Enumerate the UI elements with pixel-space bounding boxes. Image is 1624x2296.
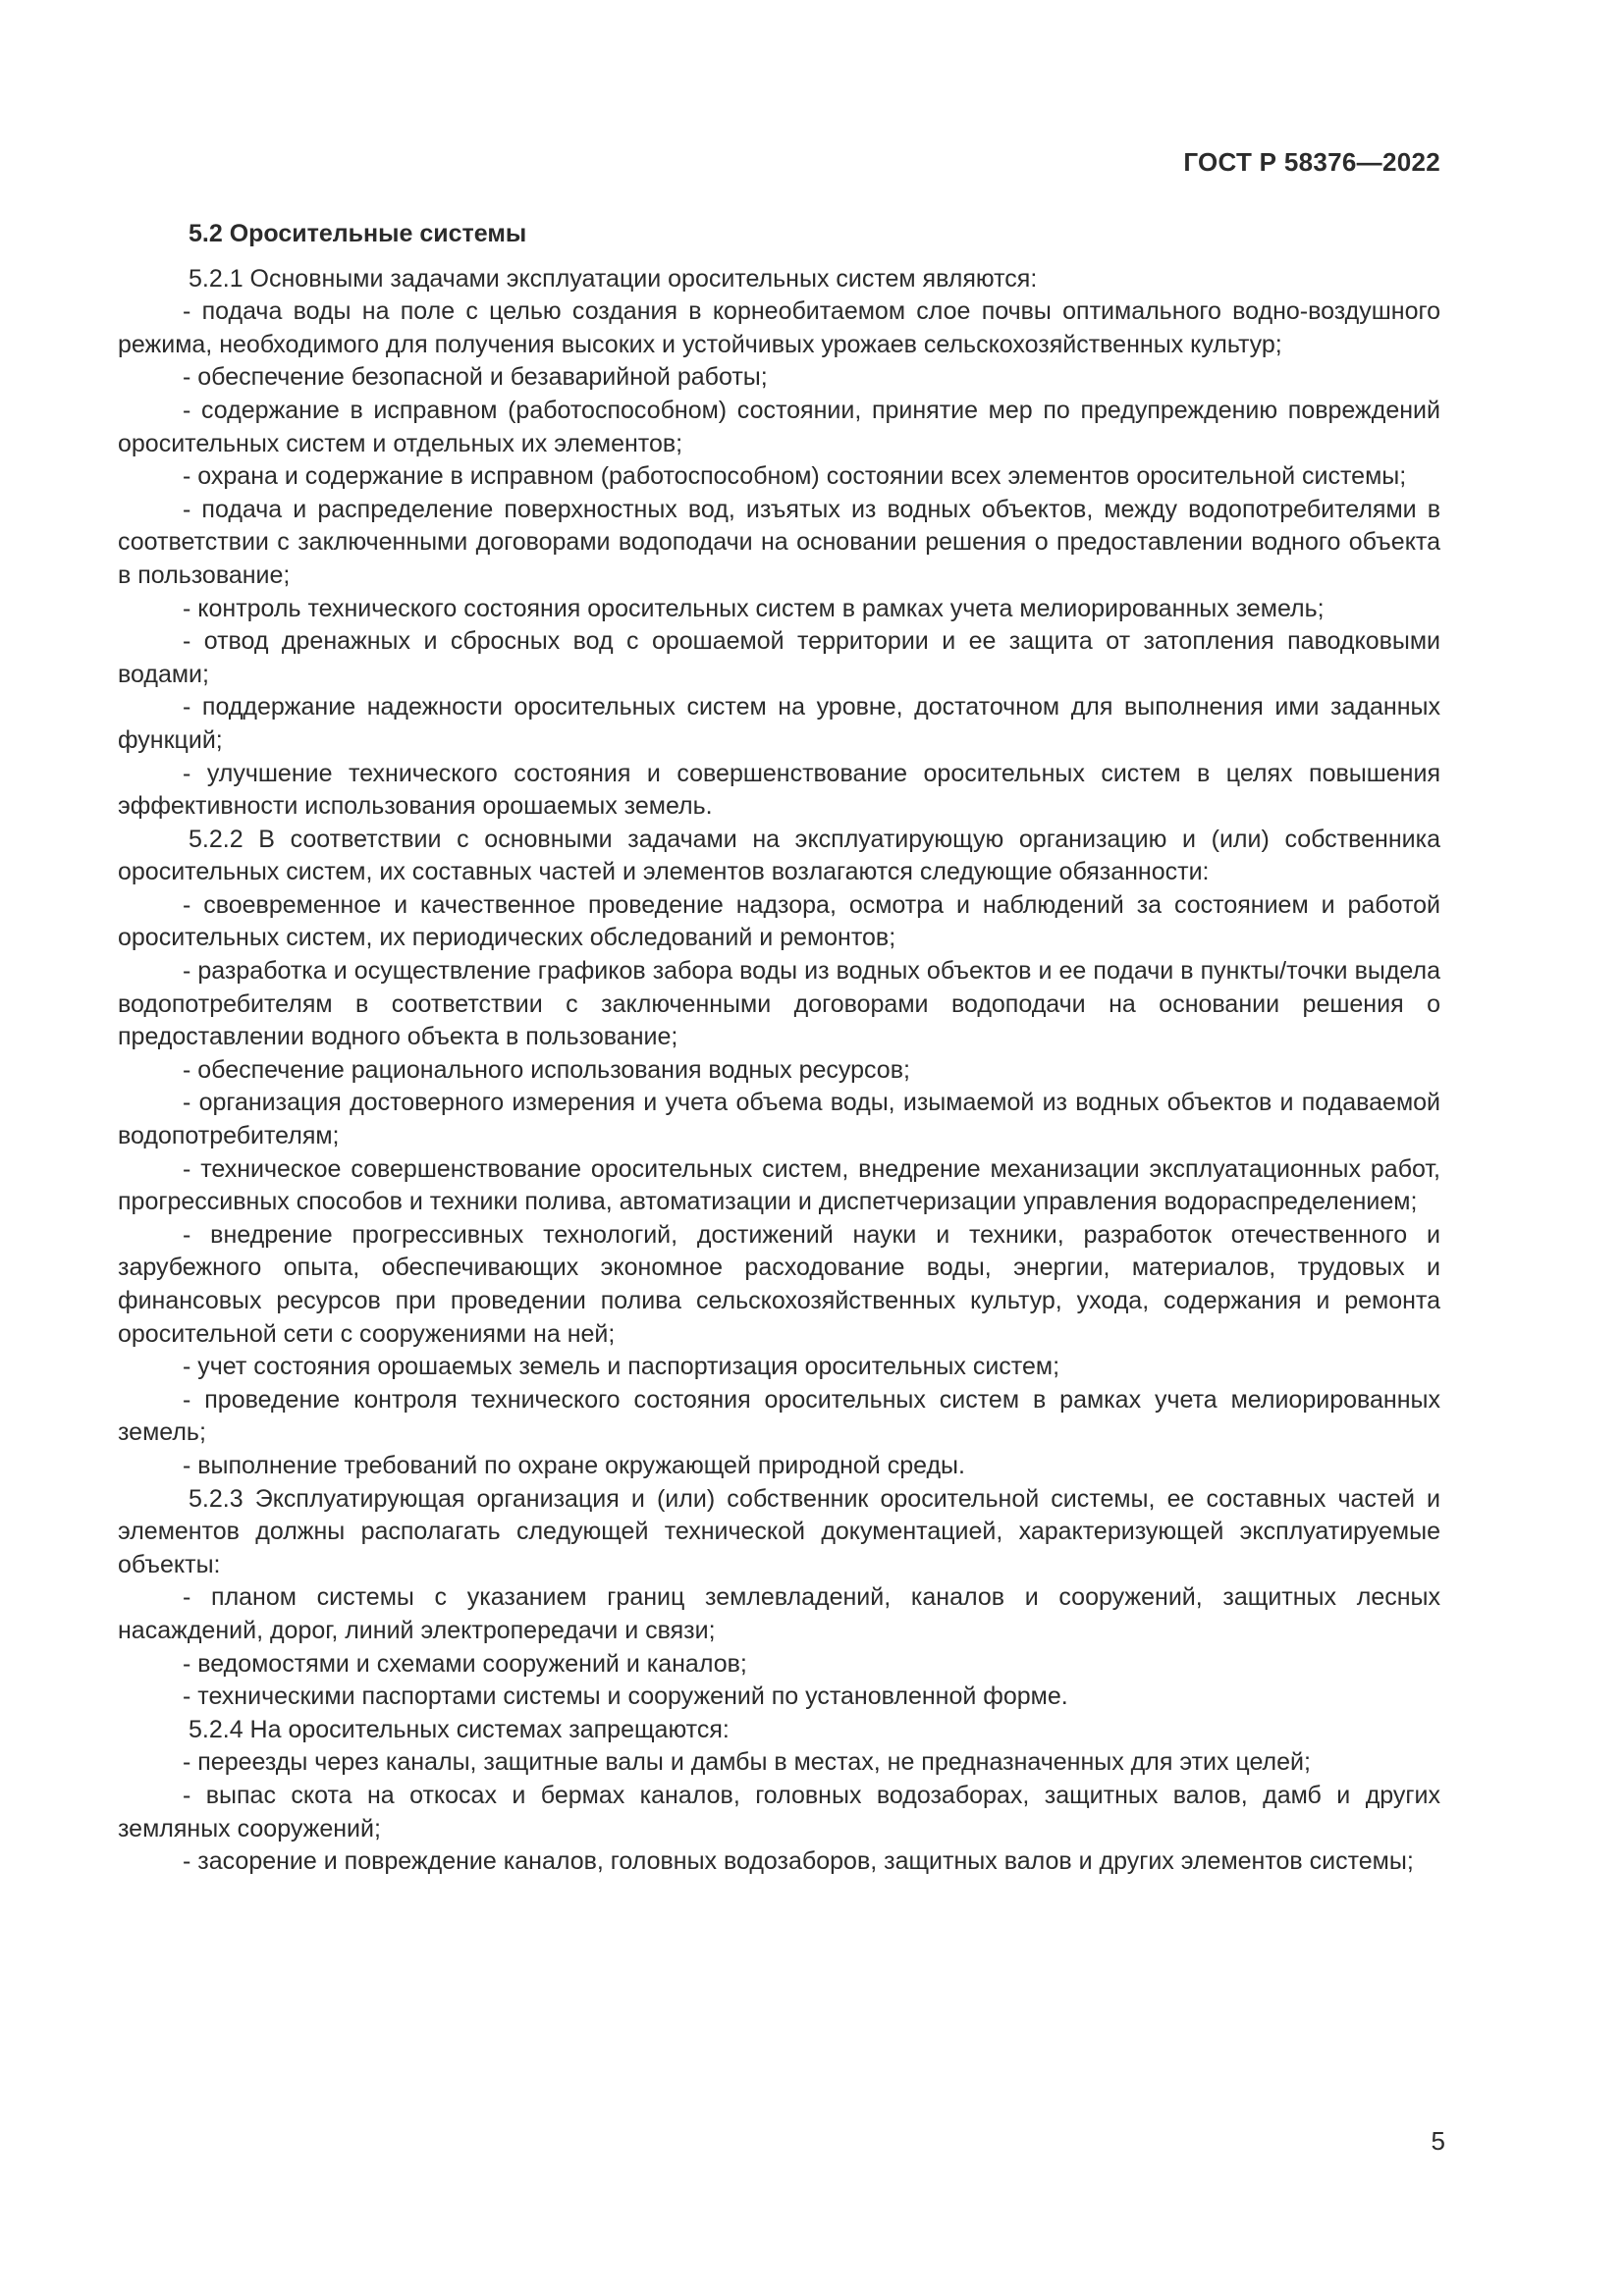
- list-item: - проведение контроля технического состояния оросительных систем в рамках учета мелиорированных земель;: [118, 1385, 1440, 1447]
- list-item: - подача воды на поле с целью создания в корнеобитаемом слое почвы оптимального водно-воздушного режима, необходимого для получения высоких и устойчивых урожаев сельскохозяйственных культур;: [118, 297, 1440, 358]
- list-item: - подача и распределение поверхностных вод, изъятых из водных объектов, между водопотребителями в соответствии с заключенными договорами водоподачи на основании решения о предоставлении водного объекта в пользование;: [118, 495, 1440, 589]
- list-item: - планом системы с указанием границ землевладений, каналов и сооружений, защитных лесных насаждений, дорог, линий электропередачи и связи;: [118, 1583, 1440, 1644]
- list-item: - обеспечение рационального использования водных ресурсов;: [183, 1055, 910, 1084]
- list-item: - переезды через каналы, защитные валы и дамбы в местах, не предназначенных для этих целей;: [183, 1748, 1311, 1777]
- list-item: - выпас скота на откосах и бермах каналов, головных водозаборах, защитных валов, дамб и других земляных сооружений;: [118, 1781, 1440, 1842]
- document-header: ГОСТ Р 58376—2022: [1183, 147, 1440, 177]
- list-item: - техническими паспортами системы и сооружений по установленной форме.: [183, 1682, 1068, 1711]
- list-item: - содержание в исправном (работоспособном) состоянии, принятие мер по предупреждению повреждений оросительных систем и отдельных их элементов;: [118, 396, 1440, 457]
- clause-paragraph: 5.2.2 В соответствии с основными задачами на эксплуатирующую организацию и (или) собственника оросительных систем, их составных частей и элементов возлагаются следующие обязанности:: [118, 825, 1440, 886]
- list-item: - разработка и осуществление графиков забора воды из водных объектов и ее подачи в пункты/точки выдела водопотребителям в соответствии с заключенными договорами водоподачи на основании решения о предоставлении водного объекта в пользование;: [118, 957, 1440, 1051]
- list-item: - обеспечение безопасной и безаварийной работы;: [183, 363, 768, 392]
- list-item: - охрана и содержание в исправном (работоспособном) состоянии всех элементов оросительной системы;: [183, 462, 1407, 491]
- section-title: 5.2 Оросительные системы: [189, 220, 527, 247]
- list-item: - поддержание надежности оросительных систем на уровне, достаточном для выполнения ими заданных функций;: [118, 693, 1440, 754]
- list-item: - учет состояния орошаемых земель и паспортизация оросительных систем;: [183, 1353, 1060, 1381]
- list-item: - контроль технического состояния оросительных систем в рамках учета мелиорированных земель;: [183, 594, 1325, 622]
- list-item: - засорение и повреждение каналов, головных водозаборов, защитных валов и других элементов системы;: [183, 1847, 1414, 1876]
- list-item: - внедрение прогрессивных технологий, достижений науки и техники, разработок отечественного и зарубежного опыта, обеспечивающих экономное расходование воды, энергии, материалов, трудовых и финансовых ресурсов при проведении полива сельскохозяйственных культур, ухода, содержания и ремонта оросительной сети с сооружениями на ней;: [118, 1220, 1440, 1348]
- clause-paragraph: 5.2.1 Основными задачами эксплуатации оросительных систем являются:: [189, 264, 1038, 293]
- list-item: - ведомостями и схемами сооружений и каналов;: [183, 1649, 747, 1678]
- list-item: - организация достоверного измерения и учета объема воды, изымаемой из водных объектов и подаваемой водопотребителям;: [118, 1089, 1440, 1150]
- list-item: - отвод дренажных и сбросных вод с орошаемой территории и ее защита от затопления паводковыми водами;: [118, 627, 1440, 688]
- list-item: - улучшение технического состояния и совершенствование оросительных систем в целях повышения эффективности использования орошаемых земель.: [118, 759, 1440, 821]
- list-item: - своевременное и качественное проведение надзора, осмотра и наблюдений за состоянием и работой оросительных систем, их периодических обследований и ремонтов;: [118, 890, 1440, 952]
- page-number: 5: [1431, 2126, 1445, 2156]
- clause-paragraph: 5.2.4 На оросительных системах запрещаются:: [189, 1715, 730, 1743]
- clause-paragraph: 5.2.3 Эксплуатирующая организация и (или) собственник оросительной системы, ее составных частей и элементов должны располагать следующей технической документацией, характеризующей эксплуатируемые объекты:: [118, 1484, 1440, 1578]
- document-body: [118, 218, 1440, 1879]
- paragraph-list: [118, 263, 1440, 1879]
- list-item: - техническое совершенствование оросительных систем, внедрение механизации эксплуатационных работ, прогрессивных способов и техники полива, автоматизации и диспетчеризации управления водораспределением;: [118, 1154, 1440, 1216]
- list-item: - выполнение требований по охране окружающей природной среды.: [183, 1451, 965, 1479]
